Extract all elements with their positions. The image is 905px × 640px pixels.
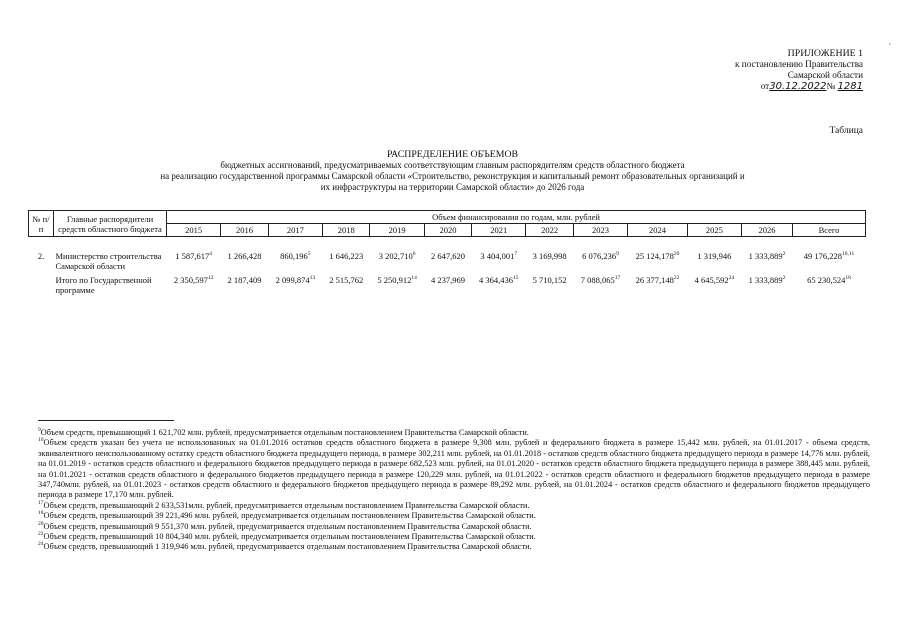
value-cell [526, 249, 573, 273]
row-name: Министерство строительства Самарской области [55, 251, 162, 271]
footnote-ref: 13 [309, 275, 316, 282]
value-cell [424, 249, 471, 273]
table-row [29, 273, 866, 297]
row-number: 2. [37, 251, 45, 261]
value-cell [573, 273, 627, 297]
appendix-title: ПРИЛОЖЕНИЕ 1 [787, 48, 863, 59]
footnote [38, 522, 870, 532]
row-name: Итого по Государственной программе [55, 275, 152, 295]
footnote-ref: 7 [514, 251, 518, 258]
value-cell [793, 249, 866, 273]
footnote-text: Объем средств, превышающий 9 551,370 млн. рублей, предусматривается отдельным постановлением Правительства Самарской области. [43, 521, 532, 531]
value-cell [742, 249, 793, 273]
year-header-cell: 2022 [526, 224, 573, 237]
footnote-ref: 2 [782, 251, 786, 258]
cell-value: 3 404,001 [480, 251, 515, 261]
footnote-ref: 20 [673, 251, 680, 258]
cell-value: 3 202,710 [378, 251, 413, 261]
cell-value: 1 587,617 [175, 251, 210, 261]
year-header-cell: 2023 [573, 224, 627, 237]
cell-value: 5 250,912 [377, 275, 412, 285]
value-cell [526, 273, 573, 297]
table-body [29, 237, 866, 298]
footnote-ref: 24 [728, 275, 735, 282]
value-cell [323, 273, 370, 297]
footnote-mark: 22 [38, 531, 44, 538]
table-label: Таблица [829, 126, 863, 136]
cell-value: 4 645,592 [694, 275, 729, 285]
footnote-mark: 9 [38, 427, 41, 434]
footnote-ref: 6 [412, 251, 416, 258]
date-value: 30.12.2022 [769, 81, 827, 92]
footnote-ref: 14 [411, 275, 417, 282]
col-header-group: Объем финансирования по годам, млн. рублей [167, 211, 866, 224]
footnote-text: Объем средств, превышающий 1 621,702 млн. рублей, предусматривается отдельным постановлением Правительства Самарской области. [40, 428, 529, 437]
year-header-cell: 2024 [628, 224, 688, 237]
heading-title: РАСПРЕДЕЛЕНИЕ ОБЪЕМОВ [386, 149, 519, 160]
value-cell [370, 249, 424, 273]
value-cell [472, 273, 526, 297]
cell-value: 3 169,998 [532, 251, 567, 261]
value-cell [268, 249, 322, 273]
year-header-cell: 2021 [472, 224, 526, 237]
col-header-name: Главные распорядители средств областного бюджета [54, 211, 167, 237]
appendix-date-line [735, 81, 863, 92]
value-cell [628, 273, 688, 297]
value-cell [268, 273, 322, 297]
year-header-cell: 2018 [323, 224, 370, 237]
footnote-mark: 17 [38, 500, 44, 507]
value-cell [323, 249, 370, 273]
year-header-cell: Всего [793, 224, 866, 237]
value-cell [687, 273, 741, 297]
number-value: 1281 [837, 81, 863, 92]
value-cell [742, 273, 793, 297]
year-header-cell: 2016 [221, 224, 268, 237]
footnote-ref: 5 [307, 251, 311, 258]
value-cell [167, 249, 221, 273]
footnote-ref: 12 [207, 275, 214, 282]
year-header-cell: 2020 [424, 224, 471, 237]
cell-value: 49 176,228 [803, 251, 843, 261]
year-header-cell: 2017 [268, 224, 322, 237]
footnote-ref: 4 [209, 251, 213, 258]
heading-line-3: их инфраструктуры на территории Самарской области» до 2026 года [320, 182, 585, 192]
cell-value: 5 710,152 [532, 275, 567, 285]
footnote-text: Объем средств, превышающий 1 319,946 млн. рублей, предусматривается отдельным постановлением Правительства Самарской области. [43, 542, 532, 552]
number-prefix: № [826, 81, 836, 91]
appendix-line-2: к постановлению Правительства [735, 59, 863, 69]
cell-value: 1 319,946 [697, 251, 732, 261]
heading-line-2: на реализацию государственной программы Самарской области «Строительство, реконструкция и капитальный ремонт образовательных организаций и [160, 171, 745, 181]
cell-value: 65 230,524 [807, 275, 846, 285]
footnote-text: Объем средств, превышающий 39 221,496 млн. рублей, предусматривается отдельным постановлением Правительства Самарской области. [43, 511, 536, 521]
value-cell [628, 249, 688, 273]
cell-value: 1 266,428 [227, 251, 262, 261]
footnote-mark: 10 [38, 437, 44, 444]
footnote [38, 542, 870, 552]
footnote-ref: 17 [614, 275, 621, 282]
value-cell [167, 273, 221, 297]
row-number [29, 273, 54, 297]
cell-value: 6 076,236 [582, 251, 617, 261]
cell-value: 4 364,436 [479, 275, 514, 285]
corner-mark: · [888, 40, 891, 49]
footnote-text: Объем средств, превышающий 2 633,531млн. рублей, предусматривается отдельным постановлением Правительства Самарской области. [43, 500, 530, 510]
spacer-row [29, 237, 866, 250]
value-cell [221, 273, 268, 297]
cell-value: 2 099,874 [275, 275, 310, 285]
footnotes [38, 428, 870, 553]
cell-value: 7 088,065 [580, 275, 615, 285]
year-header-cell: 2015 [167, 224, 221, 237]
cell-value: 2 647,620 [430, 251, 465, 261]
footnote-mark: 20 [38, 520, 44, 527]
footnote-text: Объем средств указан без учета не использованных на 01.01.2016 остатков средств областного бюджета в размере 9,308 млн. рублей и федерального бюджета в размере 15,442 млн. рублей, на 01.01.2017 - объема средств, эквивалентного неиспользованному остатку средств областного бюджета предыдущего периода, в размере 302,211 млн. рублей, на 01.01.2018 - остатков средств областного бюджета предыдущего периода в размере 14,776 млн. рублей, на 01.01.2019 - остатков средств областного и федерального бюджетов предыдущего периода в размере 682,523 млн. рублей, на 01.01.2020 - остатков средств областного бюджета предыдущего периода в размере 388,445 млн. рублей, на 01.01.2021 - остатков средств областного и федерального бюджетов предыдущего периода в размере 120,229 млн. рублей, на 01.01.2022 - остатков средств областного и федерального бюджетов предыдущего периода в размере 347,740млн. рублей, на 01.01.2023 - остатков средств областного и федерального бюджетов предыдущего периода в размере 89,292 млн. рублей, на 01.01.2024 - остатков средств областного и федерального бюджетов предыдущего периода в размере 17,170 млн. рублей. [38, 438, 870, 500]
footnote [38, 428, 870, 438]
footnote-ref: 15 [513, 275, 519, 282]
footnote-ref: 2 [782, 275, 786, 282]
footnote-ref: 22 [673, 275, 680, 282]
footnote-mark: 18 [38, 510, 44, 517]
year-header-cell: 2025 [687, 224, 741, 237]
value-cell [573, 249, 627, 273]
footnote [38, 501, 870, 511]
cell-value: 25 124,178 [635, 251, 674, 261]
footnote [38, 511, 870, 521]
footnote [38, 532, 870, 542]
cell-value: 4 237,969 [430, 275, 465, 285]
value-cell [793, 273, 866, 297]
value-cell [472, 249, 526, 273]
table-row [29, 249, 866, 273]
cell-value: 26 377,148 [635, 275, 674, 285]
col-header-num: № п/п [29, 211, 54, 237]
appendix-line-3: Самарской области [787, 70, 863, 80]
value-cell [370, 273, 424, 297]
appendix-block [735, 48, 863, 92]
value-cell [424, 273, 471, 297]
cell-value: 2 515,762 [329, 275, 364, 285]
year-header-cell: 2019 [370, 224, 424, 237]
value-cell [687, 249, 741, 273]
footnote-text: Объем средств, превышающий 10 804,340 млн. рублей, предусматривается отдельным постановлением Правительства Самарской области. [43, 532, 536, 542]
cell-value: 2 350,597 [173, 275, 208, 285]
cell-value: 2 187,409 [227, 275, 262, 285]
document-heading [60, 149, 845, 193]
footnote-divider [38, 420, 174, 421]
date-prefix: от [760, 81, 770, 91]
footnote-mark: 24 [38, 541, 44, 548]
cell-value: 860,196 [280, 251, 308, 261]
cell-value: 1 333,889 [748, 275, 783, 285]
cell-value: 1 333,889 [748, 251, 783, 261]
footnote [38, 438, 870, 500]
footnote-ref: 10,11 [842, 251, 855, 258]
funding-table [28, 210, 866, 297]
footnote-ref: 18 [845, 275, 851, 282]
value-cell [221, 249, 268, 273]
footnote-ref: 9 [616, 251, 619, 258]
heading-line-1: бюджетных ассигнований, предусматриваемых соответствующим главным распорядителям средств областного бюджета [220, 160, 685, 170]
cell-value: 1 646,223 [329, 251, 364, 261]
year-header-cell: 2026 [742, 224, 793, 237]
